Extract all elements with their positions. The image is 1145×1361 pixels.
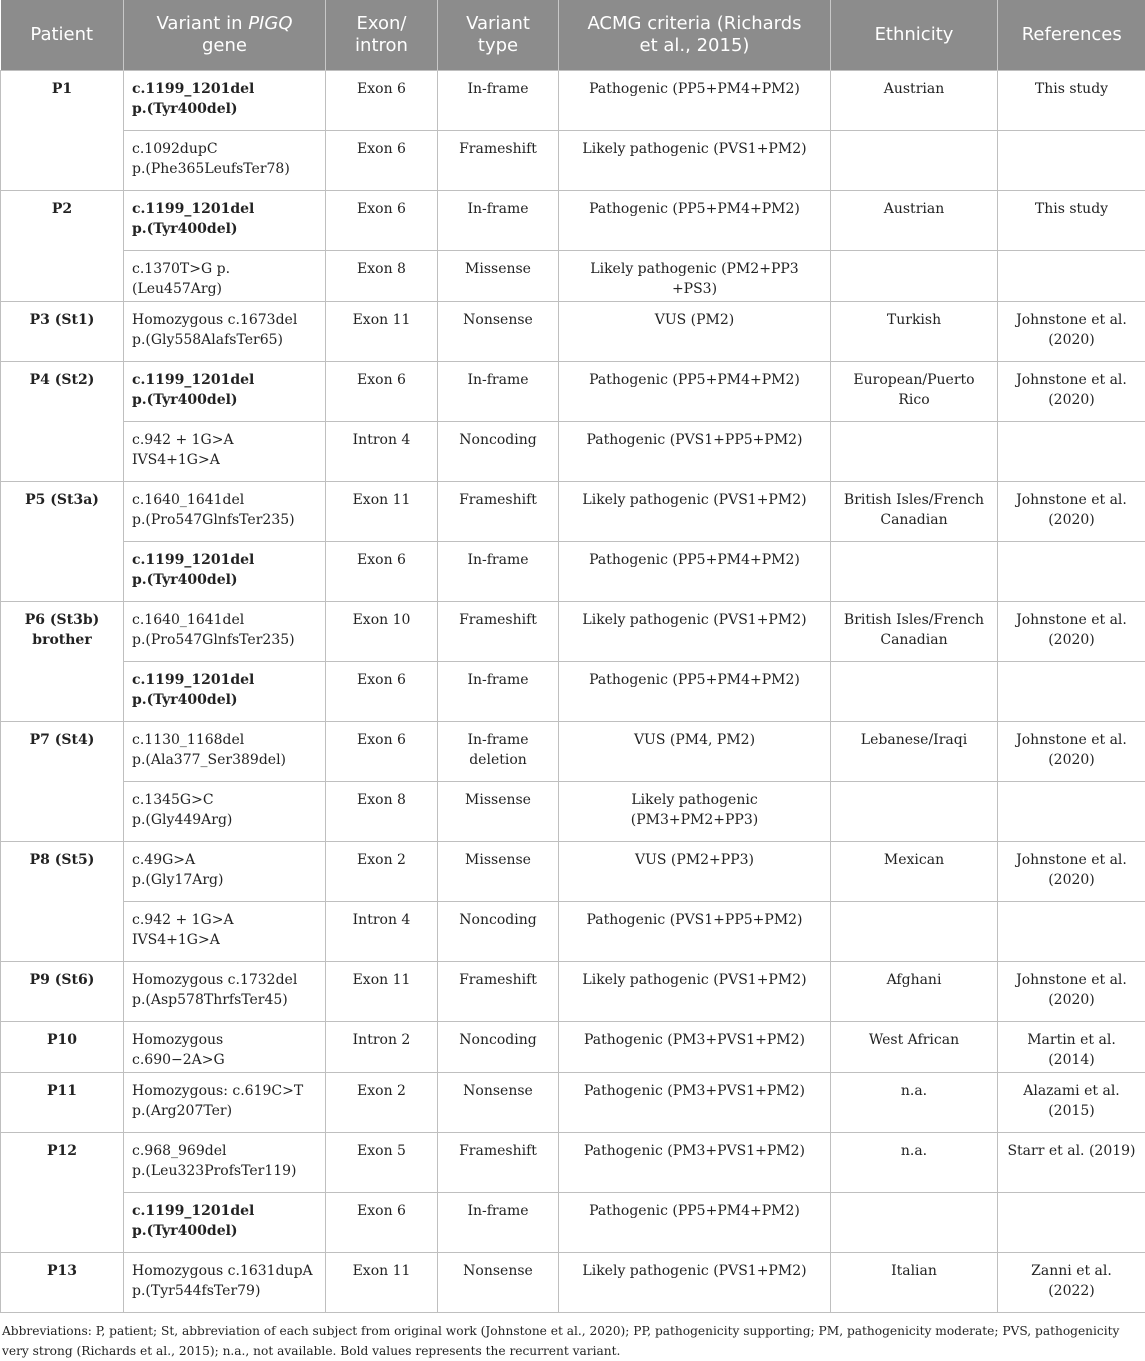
cell-exon: Exon 6 xyxy=(326,71,438,131)
table-row xyxy=(1,542,1145,602)
cell-variant-type: Frameshift xyxy=(438,482,559,542)
cell-reference xyxy=(998,542,1145,602)
table-row xyxy=(1,302,1145,362)
cell-reference: This study xyxy=(998,71,1145,131)
cell-patient: P8 (St5) xyxy=(1,842,124,962)
cell-variant: Homozygous: c.619C>T p.(Arg207Ter) xyxy=(124,1073,326,1133)
cell-variant: c.1092dupC p.(Phe365LeufsTer78) xyxy=(124,131,326,191)
cell-ethnicity: n.a. xyxy=(831,1073,998,1133)
cell-acmg: Pathogenic (PM3+PVS1+PM2) xyxy=(559,1073,831,1133)
cell-acmg: Likely pathogenic (PM2+PP3 +PS3) xyxy=(559,251,831,302)
gene-name: PIGQ xyxy=(248,13,292,34)
cell-patient: P4 (St2) xyxy=(1,362,124,482)
table-row xyxy=(1,191,1145,251)
cell-reference: Johnstone et al. (2020) xyxy=(998,962,1145,1022)
cell-ethnicity xyxy=(831,662,998,722)
table-row xyxy=(1,131,1145,191)
header-acmg: ACMG criteria (Richards et al., 2015) xyxy=(559,0,831,71)
cell-acmg: Pathogenic (PP5+PM4+PM2) xyxy=(559,1193,831,1253)
cell-ethnicity xyxy=(831,251,998,302)
cell-ethnicity: Turkish xyxy=(831,302,998,362)
cell-variant-type: Noncoding xyxy=(438,422,559,482)
cell-reference: Johnstone et al. (2020) xyxy=(998,362,1145,422)
table-row xyxy=(1,1253,1145,1313)
cell-patient: P1 xyxy=(1,71,124,191)
cell-patient: P9 (St6) xyxy=(1,962,124,1022)
table-row xyxy=(1,1133,1145,1193)
cell-variant-type: Frameshift xyxy=(438,1133,559,1193)
cell-reference xyxy=(998,422,1145,482)
cell-acmg: Pathogenic (PP5+PM4+PM2) xyxy=(559,362,831,422)
cell-ethnicity: Lebanese/Iraqi xyxy=(831,722,998,782)
header-variant: Variant in PIGQ gene xyxy=(124,0,326,71)
cell-variant: Homozygous c.1673del p.(Gly558AlafsTer65) xyxy=(124,302,326,362)
cell-reference: Martin et al. (2014) xyxy=(998,1022,1145,1073)
cell-ethnicity: Afghani xyxy=(831,962,998,1022)
cell-ethnicity xyxy=(831,782,998,842)
cell-patient: P2 xyxy=(1,191,124,302)
cell-variant-type: In-frame xyxy=(438,1193,559,1253)
cell-variant: c.49G>A p.(Gly17Arg) xyxy=(124,842,326,902)
header-patient: Patient xyxy=(1,0,124,71)
cell-patient: P3 (St1) xyxy=(1,302,124,362)
cell-acmg: Pathogenic (PVS1+PP5+PM2) xyxy=(559,902,831,962)
cell-exon: Exon 5 xyxy=(326,1133,438,1193)
cell-acmg: VUS (PM2+PP3) xyxy=(559,842,831,902)
cell-acmg: Likely pathogenic (PVS1+PM2) xyxy=(559,602,831,662)
table-row xyxy=(1,71,1145,131)
cell-variant-type: In-frame xyxy=(438,362,559,422)
cell-exon: Exon 2 xyxy=(326,1073,438,1133)
table-row xyxy=(1,1022,1145,1073)
cell-variant-type: Nonsense xyxy=(438,1073,559,1133)
cell-reference: Johnstone et al. (2020) xyxy=(998,842,1145,902)
cell-exon: Exon 10 xyxy=(326,602,438,662)
cell-ethnicity: n.a. xyxy=(831,1133,998,1193)
table-row xyxy=(1,422,1145,482)
cell-variant: Homozygous c.1631dupA p.(Tyr544fsTer79) xyxy=(124,1253,326,1313)
cell-reference: Johnstone et al. (2020) xyxy=(998,482,1145,542)
cell-reference: Zanni et al. (2022) xyxy=(998,1253,1145,1313)
cell-ethnicity xyxy=(831,1193,998,1253)
cell-exon: Exon 6 xyxy=(326,542,438,602)
cell-variant-type: Noncoding xyxy=(438,1022,559,1073)
cell-patient: P6 (St3b) brother xyxy=(1,602,124,722)
cell-acmg: Pathogenic (PP5+PM4+PM2) xyxy=(559,71,831,131)
cell-ethnicity: British Isles/French Canadian xyxy=(831,602,998,662)
table-row xyxy=(1,782,1145,842)
header-row xyxy=(1,0,1145,71)
table-row xyxy=(1,1073,1145,1133)
cell-acmg: Pathogenic (PP5+PM4+PM2) xyxy=(559,662,831,722)
cell-reference: Johnstone et al. (2020) xyxy=(998,722,1145,782)
cell-exon: Exon 6 xyxy=(326,191,438,251)
cell-exon: Exon 6 xyxy=(326,362,438,422)
cell-ethnicity: European/Puerto Rico xyxy=(831,362,998,422)
table-row xyxy=(1,842,1145,902)
cell-variant-type: Nonsense xyxy=(438,302,559,362)
cell-variant: c.1199_1201del p.(Tyr400del) xyxy=(124,542,326,602)
cell-exon: Exon 6 xyxy=(326,662,438,722)
cell-exon: Exon 6 xyxy=(326,131,438,191)
cell-acmg: Likely pathogenic (PM3+PM2+PP3) xyxy=(559,782,831,842)
cell-variant-type: Frameshift xyxy=(438,962,559,1022)
cell-acmg: VUS (PM4, PM2) xyxy=(559,722,831,782)
cell-acmg: Pathogenic (PVS1+PP5+PM2) xyxy=(559,422,831,482)
table-row xyxy=(1,662,1145,722)
table-footnote: Abbreviations: P, patient; St, abbreviation of each subject from original work (Johnstone et al., 2020); PP, pathogenicity supporting; PM, pathogenicity moderate; PVS, pathogenicity very strong (Richards et al., 2015); n.a., not available. Bold values represents the recurrent variant. xyxy=(0,1313,1145,1361)
cell-variant-type: Missense xyxy=(438,251,559,302)
cell-reference: Alazami et al. (2015) xyxy=(998,1073,1145,1133)
cell-ethnicity: Austrian xyxy=(831,71,998,131)
cell-acmg: Pathogenic (PM3+PVS1+PM2) xyxy=(559,1133,831,1193)
cell-patient: P12 xyxy=(1,1133,124,1253)
cell-variant-type: Nonsense xyxy=(438,1253,559,1313)
cell-variant: c.1345G>C p.(Gly449Arg) xyxy=(124,782,326,842)
cell-variant: c.942 + 1G>A IVS4+1G>A xyxy=(124,422,326,482)
cell-variant-type: In-frame xyxy=(438,71,559,131)
cell-exon: Exon 11 xyxy=(326,1253,438,1313)
cell-exon: Intron 4 xyxy=(326,902,438,962)
cell-exon: Exon 8 xyxy=(326,782,438,842)
cell-reference xyxy=(998,902,1145,962)
cell-ethnicity: Mexican xyxy=(831,842,998,902)
cell-ethnicity: West African xyxy=(831,1022,998,1073)
cell-ethnicity xyxy=(831,131,998,191)
cell-reference: Johnstone et al. (2020) xyxy=(998,602,1145,662)
cell-variant-type: Missense xyxy=(438,782,559,842)
cell-variant: c.1199_1201del p.(Tyr400del) xyxy=(124,362,326,422)
cell-variant: c.968_969del p.(Leu323ProfsTer119) xyxy=(124,1133,326,1193)
table-row xyxy=(1,482,1145,542)
cell-acmg: VUS (PM2) xyxy=(559,302,831,362)
cell-variant: c.942 + 1G>A IVS4+1G>A xyxy=(124,902,326,962)
cell-ethnicity xyxy=(831,422,998,482)
cell-variant: Homozygous c.690−2A>G xyxy=(124,1022,326,1073)
table-row xyxy=(1,362,1145,422)
header-references: References xyxy=(998,0,1145,71)
cell-acmg: Pathogenic (PP5+PM4+PM2) xyxy=(559,542,831,602)
header-type: Variant type xyxy=(438,0,559,71)
cell-patient: P13 xyxy=(1,1253,124,1313)
cell-reference: Johnstone et al. (2020) xyxy=(998,302,1145,362)
cell-variant-type: Frameshift xyxy=(438,131,559,191)
cell-variant-type: Noncoding xyxy=(438,902,559,962)
cell-reference xyxy=(998,131,1145,191)
cell-reference xyxy=(998,251,1145,302)
table-row xyxy=(1,251,1145,302)
cell-exon: Exon 6 xyxy=(326,1193,438,1253)
cell-exon: Exon 6 xyxy=(326,722,438,782)
cell-exon: Exon 11 xyxy=(326,962,438,1022)
cell-reference xyxy=(998,662,1145,722)
cell-ethnicity xyxy=(831,902,998,962)
cell-ethnicity: British Isles/French Canadian xyxy=(831,482,998,542)
cell-variant: Homozygous c.1732del p.(Asp578ThrfsTer45) xyxy=(124,962,326,1022)
header-ethnicity: Ethnicity xyxy=(831,0,998,71)
cell-variant: c.1199_1201del p.(Tyr400del) xyxy=(124,191,326,251)
cell-acmg: Pathogenic (PM3+PVS1+PM2) xyxy=(559,1022,831,1073)
cell-acmg: Likely pathogenic (PVS1+PM2) xyxy=(559,1253,831,1313)
cell-variant: c.1199_1201del p.(Tyr400del) xyxy=(124,1193,326,1253)
cell-reference xyxy=(998,1193,1145,1253)
cell-acmg: Likely pathogenic (PVS1+PM2) xyxy=(559,482,831,542)
cell-variant: c.1640_1641del p.(Pro547GlnfsTer235) xyxy=(124,482,326,542)
cell-patient: P7 (St4) xyxy=(1,722,124,842)
cell-ethnicity xyxy=(831,542,998,602)
cell-variant: c.1130_1168del p.(Ala377_Ser389del) xyxy=(124,722,326,782)
cell-variant: c.1199_1201del p.(Tyr400del) xyxy=(124,71,326,131)
table-row xyxy=(1,1193,1145,1253)
table-row xyxy=(1,962,1145,1022)
cell-variant-type: Frameshift xyxy=(438,602,559,662)
cell-exon: Exon 8 xyxy=(326,251,438,302)
cell-ethnicity: Austrian xyxy=(831,191,998,251)
cell-acmg: Pathogenic (PP5+PM4+PM2) xyxy=(559,191,831,251)
cell-exon: Intron 2 xyxy=(326,1022,438,1073)
cell-acmg: Likely pathogenic (PVS1+PM2) xyxy=(559,131,831,191)
table-row xyxy=(1,902,1145,962)
cell-variant-type: Missense xyxy=(438,842,559,902)
cell-exon: Exon 11 xyxy=(326,302,438,362)
cell-exon: Intron 4 xyxy=(326,422,438,482)
cell-variant-type: In-frame xyxy=(438,542,559,602)
cell-variant: c.1640_1641del p.(Pro547GlnfsTer235) xyxy=(124,602,326,662)
cell-reference: This study xyxy=(998,191,1145,251)
cell-ethnicity: Italian xyxy=(831,1253,998,1313)
header-exon: Exon/ intron xyxy=(326,0,438,71)
table-row xyxy=(1,602,1145,662)
cell-acmg: Likely pathogenic (PVS1+PM2) xyxy=(559,962,831,1022)
cell-variant: c.1199_1201del p.(Tyr400del) xyxy=(124,662,326,722)
cell-exon: Exon 11 xyxy=(326,482,438,542)
cell-variant: c.1370T>G p.(Leu457Arg) xyxy=(124,251,326,302)
cell-variant-type: In-frame xyxy=(438,191,559,251)
cell-patient: P5 (St3a) xyxy=(1,482,124,602)
cell-reference: Starr et al. (2019) xyxy=(998,1133,1145,1193)
cell-variant-type: In-frame xyxy=(438,662,559,722)
cell-patient: P11 xyxy=(1,1073,124,1133)
cell-exon: Exon 2 xyxy=(326,842,438,902)
table-row xyxy=(1,722,1145,782)
cell-patient: P10 xyxy=(1,1022,124,1073)
cell-reference xyxy=(998,782,1145,842)
cell-variant-type: In-frame deletion xyxy=(438,722,559,782)
